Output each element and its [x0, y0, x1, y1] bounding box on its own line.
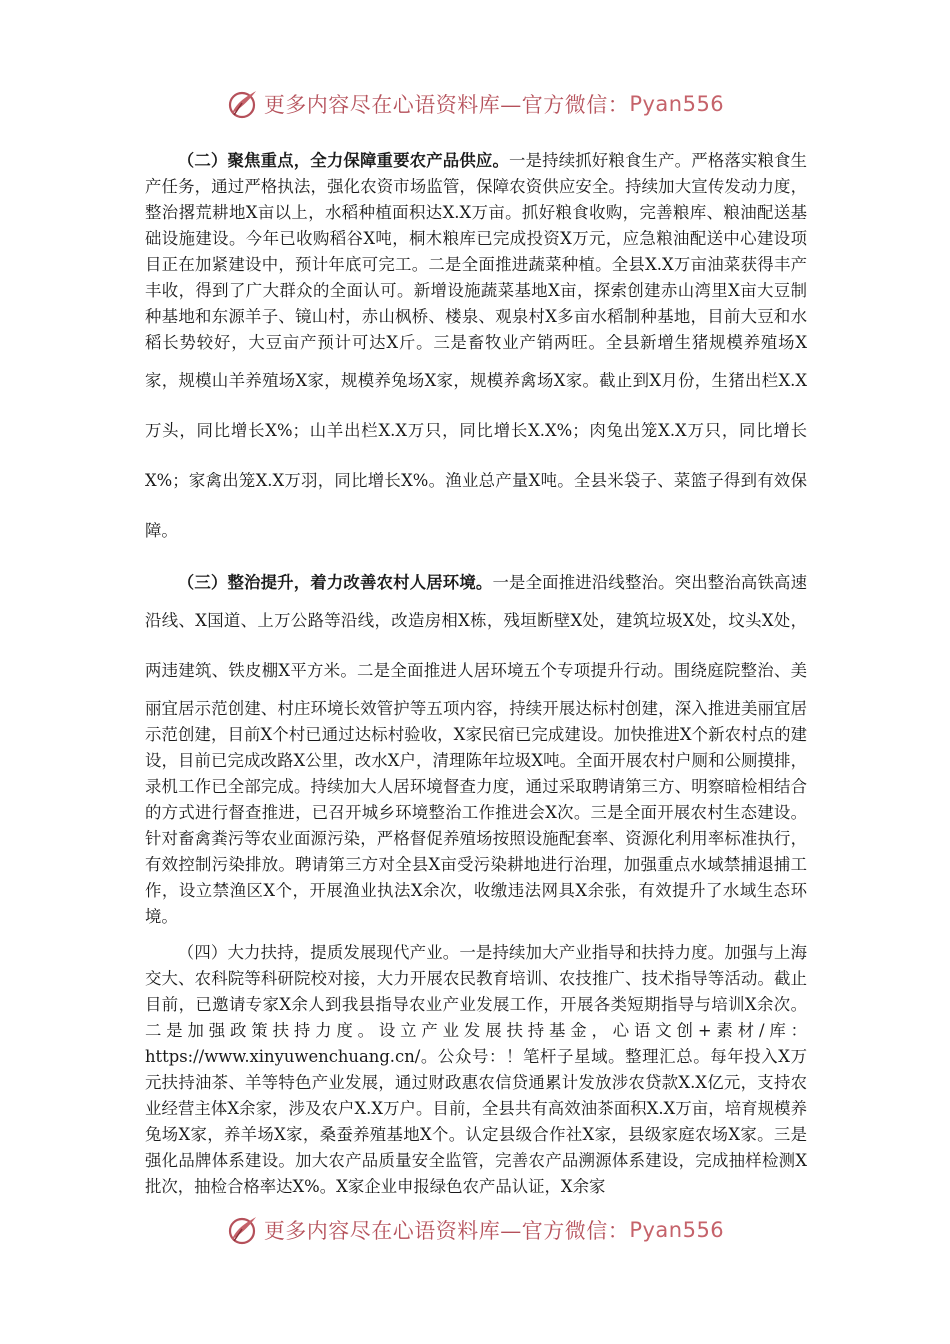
banner-wechat-id: Pyan556 [629, 1218, 725, 1242]
section-body-3-wide: 建筑垃圾X处，坟头X处，两违建筑、铁皮棚X平方米。二是全面推进人居环 [145, 611, 807, 680]
section-body-2: 一是持续抓好粮食生产。严格落实粮食生产任务，通过严格执法，强化农资市场监管，保障农资供应安全。持续加大宣传发动力度，整治撂荒耕地X亩以上，水稻种植面积达X.X万亩。抓好粮食收购，完善粮库、粮油配送基础设施建设。今年已收购稻谷X吨，桐木粮库已完成投资X万元，应急粮油配送中心建设项目正在加紧建设中，预计年底可完工。二是全面推进蔬菜种植。全县X.X万亩油菜获得丰产丰收，得到了广大群众的全面认可。新增设施蔬菜基地X亩，探索创建赤山湾里X亩大豆制种基地和东源羊子、镜山村，赤山枫桥、楼泉、观泉村X多亩水稻制种基地，目前大豆和水稻长势较好，大豆亩产预计可达X斤。三是畜牧业产销两旺。全县新增生猪规模养殖场X家，规模山羊养殖场X家，规模养兔场X家，规模养 [145, 151, 807, 390]
banner-text: 更多内容尽在心语资料库—官方微信： [263, 93, 630, 117]
header-watermark-banner [0, 86, 950, 122]
section-body-3-rest: 境五个专项提升行动。围绕庭院整治、美丽宜居示范创建、村庄环境长效管护等五项内容，持续开展达标村创建，深入推进美丽宜居示范创建，目前X个村已通过达标村验收，X家民宿已完成建设。加快推进X个新农村点的建设，目前已完成改路X公里，改水X户，清理陈年垃圾X吨。全面开展农村户厕和公厕摸排，录机工作已全部完成。持续加大人居环境督查力度，通过采取聘请第三方、明察暗检相结合的方式进行督查推进，已召开城乡环境整治工作推进会X次。三是全面开展农村生态建设。针对畜禽粪污等农业面源污染，严格督促养殖场按照设施配套率、资源化利用率标准执行，有效控制污染排放。聘请第三方对全县X亩受污染耕地进行治理，加强重点水域禁捕退捕工作，设立禁渔区X个，开展渔业执法X余次，收缴违法网具X余张，有效提升了水域生态环境。 [145, 661, 808, 926]
section-heading-2: （二）聚焦重点，全力保障重要农产品供应。 [177, 151, 510, 170]
paragraph-section-4 [145, 940, 807, 1200]
paragraph-section-3 [145, 570, 807, 930]
quill-swirl-logo-icon [226, 1213, 260, 1247]
banner-text: 更多内容尽在心语资料库—官方微信： [263, 1219, 630, 1243]
section-heading-3: （三）整治提升，着力改善农村人居环境。 [177, 573, 493, 592]
section-heading-4: （四）大力扶持，提质发展现代产业。 [177, 943, 460, 962]
quill-swirl-logo-icon [226, 87, 260, 121]
banner-wechat-id: Pyan556 [629, 92, 725, 116]
section-body-2-wide: 禽场X家。截止到X月份，生猪出栏X.X万头，同比增长X%；山羊出栏X.X万只，同比增长X.X%；肉兔出笼X.X万只，同比增长X%；家禽出笼X.X万羽，同比增长X%。渔业总产量X吨。全县米袋子、菜篮子得到有效保障。 [145, 371, 807, 540]
section-body-4: 一是持续加大产业指导和扶持力度。加强与上海交大、农科院等科研院校对接，大力开展农民教育培训、农技推广、技术指导等活动。截止目前，已邀请专家X余人到我县指导农业产业发展工作，开展各类短期指导与培训X余次。二是加强政策扶持力度。设立产业发展扶持基金，心语文创+素材/库：https://www.xinyuwenchuang.cn/。公众号：！笔杆子星域。整理汇总。每年投入X万元扶持油茶、羊等特色产业发展，通过财政惠农信贷通累计发放涉农贷款X.X亿元，支持农业经营主体X余家，涉及农户X.X万户。目前，全县共有高效油茶面积X.X万亩，培育规模养兔场X家，养羊场X家，桑蚕养殖基地X个。认定县级合作社X家，县级家庭农场X家。三是强化品牌体系建设。加大农产品质量安全监管，完善农产品溯源体系建设，完成抽样检测X批次，抽检合格率达X%。X家企业申报绿色农产品认证，X余家 [145, 943, 807, 1196]
section-body-3: 一是全面推进沿线整治。突出整治高铁高速沿线、X国道、上万公路等沿线，改造房相X栋，残垣断壁X处， [145, 573, 807, 630]
paragraph-section-2 [145, 148, 807, 556]
footer-watermark-banner [0, 1212, 950, 1248]
document-body [145, 148, 807, 1200]
